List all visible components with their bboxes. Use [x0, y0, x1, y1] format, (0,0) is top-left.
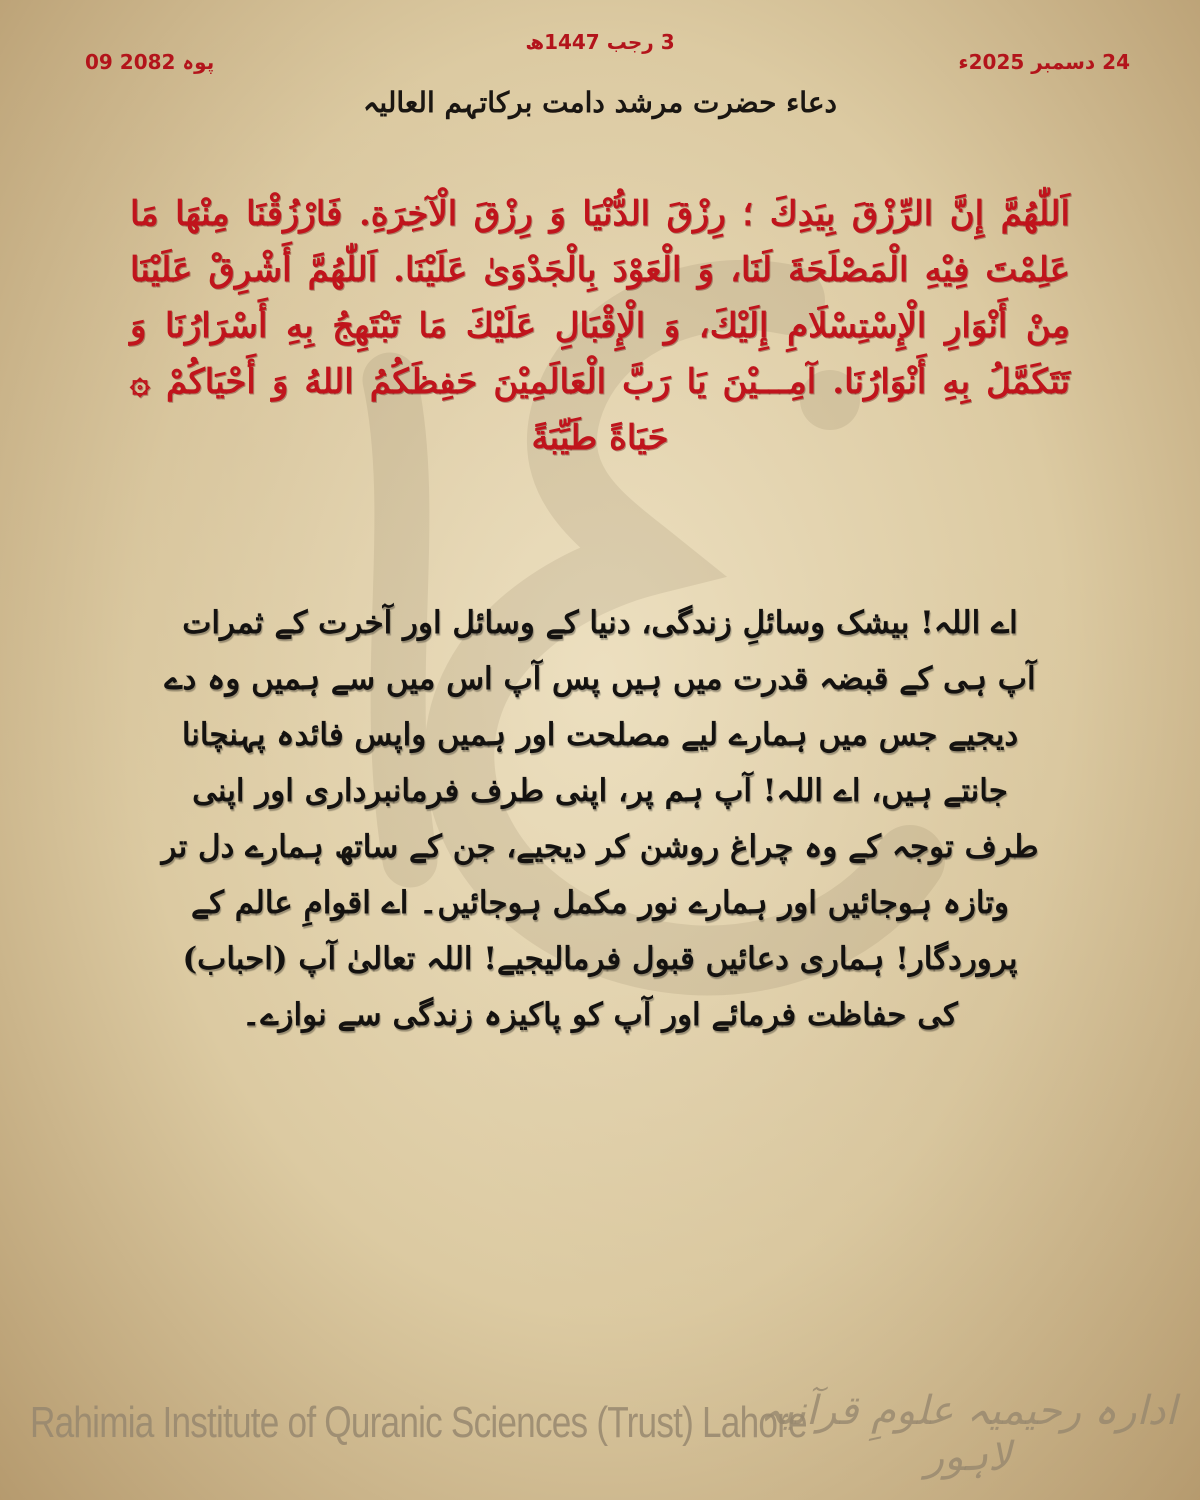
hijri-date: 3 رجب 1447ھ [525, 30, 675, 54]
gregorian-date: 24 دسمبر 2025ء [958, 50, 1130, 74]
institute-logo-calligraphy: ادارہ رحیمیہ علومِ قرآنیہ لاہور [759, 1388, 1177, 1480]
institute-name-english: Rahimia Institute of Quranic Sciences (Trust) Lahore [30, 1398, 807, 1447]
arabic-dua-text: اَللّٰهُمَّ إِنَّ الرِّزْقَ بِيَدِكَ ؛ رِزْقَ الدُّنْيَا وَ رِزْقَ الْآخِرَةِ. فَارْزُقْنَا مِنْهَا مَا عَلِمْتَ فِيْهِ الْمَصْلَحَةَ لَنَا، وَ الْعَوْدَ بِالْجَدْوَىٰ عَلَيْنَا. اَللّٰهُمَّ أَشْرِقْ عَلَيْنَا مِنْ أَنْوَارِ الْإِسْتِسْلَامِ إِلَيْكَ، وَ الْإِقْبَالِ عَلَيْكَ مَا تَبْتَهِجُ بِهِ أَسْرَارُنَا وَ تَتَكَمَّلُ بِهِ أَنْوَارُنَا. آمِـــيْنَ يَا رَبَّ الْعَالَمِيْنَ حَفِظَكُمُ اللهُ وَ أَحْيَاكُمْ ۞ حَيَاةً طَيِّبَةً [130, 194, 1070, 458]
page-title: دعاء حضرت مرشد دامت برکاتہم العالیہ [362, 86, 838, 119]
urdu-translation-text: اے اللہ! بیشک وسائلِ زندگی، دنیا کے وسائل اور آخرت کے ثمرات آپ ہی کے قبضہ قدرت میں ہیں پس آپ اس میں سے ہمیں وہ دے دیجیے جس میں ہمارے لیے مصلحت اور ہمیں واپس فائدہ پہنچانا جانتے ہیں، اے اللہ! آپ ہم پر، اپنی طرف فرمانبرداری اور اپنی طرف توجہ کے وہ چراغ روشن کر دیجیے، جن کے ساتھ ہمارے دل تر وتازہ ہوجائیں اور ہمارے نور مکمل ہوجائیں۔ اے اقوامِ عالم کے پروردگار! ہماری دعائیں قبول فرمالیجیے! اللہ تعالیٰ آپ (احباب) کی حفاظت فرمائے اور آپ کو پاکیزہ زندگی سے نوازے۔ [161, 605, 1039, 1033]
bikrami-date: 09 پوہ 2082 [85, 50, 215, 74]
